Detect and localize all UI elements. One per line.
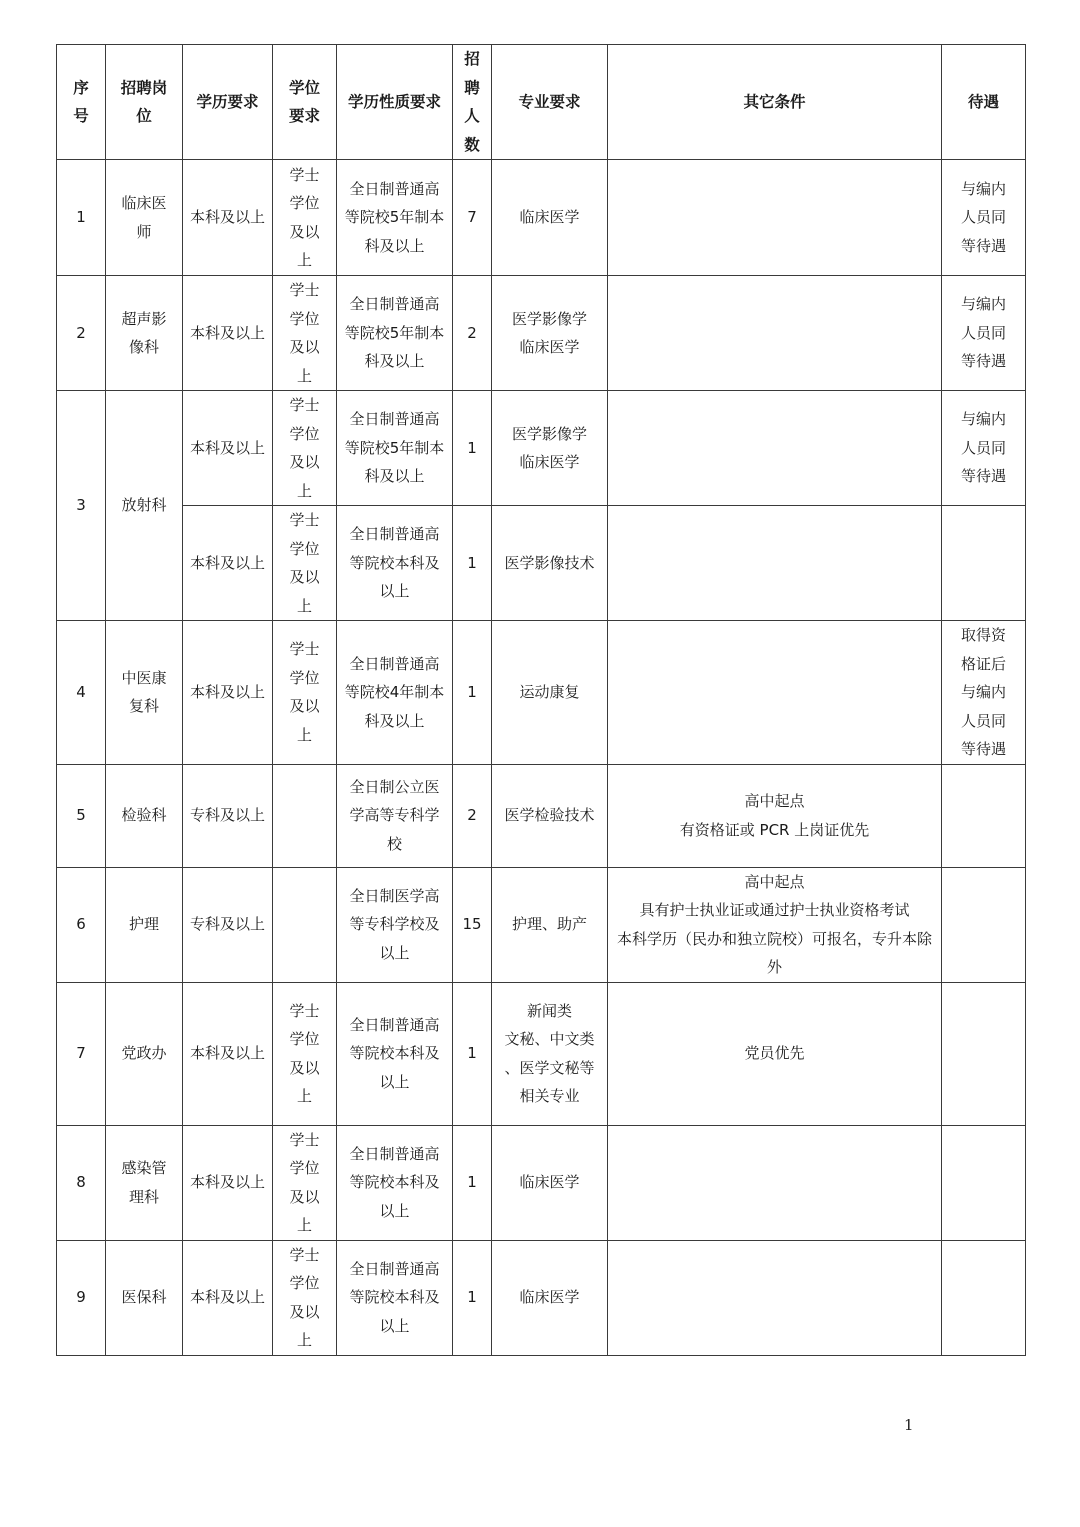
cell-degree: 学士学位及以上 <box>273 982 337 1125</box>
cell-treatment: 与编内人员同等待遇 <box>942 276 1026 391</box>
page-number: 1 <box>904 1416 914 1434</box>
table-header-row <box>57 45 1026 160</box>
cell-count: 2 <box>453 276 492 391</box>
cell-position: 放射科 <box>106 391 183 621</box>
cell-count: 15 <box>453 867 492 982</box>
cell-other <box>608 621 942 765</box>
cell-edu-nature: 全日制普通高等院校4年制本科及以上 <box>337 621 453 765</box>
cell-seq: 6 <box>57 867 106 982</box>
cell-edu-nature: 全日制公立医学高等专科学校 <box>337 764 453 867</box>
cell-other <box>608 160 942 276</box>
cell-edu-nature: 全日制普通高等院校本科及以上 <box>337 982 453 1125</box>
header-seq: 序号 <box>57 45 106 160</box>
cell-treatment <box>942 506 1026 621</box>
cell-position: 临床医师 <box>106 160 183 276</box>
cell-major: 医学检验技术 <box>492 764 608 867</box>
cell-treatment: 与编内人员同等待遇 <box>942 160 1026 276</box>
table-row <box>57 621 1026 765</box>
cell-seq: 4 <box>57 621 106 765</box>
cell-count: 1 <box>453 391 492 506</box>
cell-seq: 7 <box>57 982 106 1125</box>
cell-degree: 学士学位及以上 <box>273 1240 337 1355</box>
recruitment-table <box>56 44 1026 1356</box>
cell-degree: 学士学位及以上 <box>273 160 337 276</box>
header-edu-nature: 学历性质要求 <box>337 45 453 160</box>
cell-major: 医学影像技术 <box>492 506 608 621</box>
cell-seq: 1 <box>57 160 106 276</box>
cell-edu-nature: 全日制普通高等院校本科及以上 <box>337 1125 453 1240</box>
cell-education: 本科及以上 <box>183 982 273 1125</box>
header-major: 专业要求 <box>492 45 608 160</box>
cell-treatment <box>942 1125 1026 1240</box>
cell-education: 本科及以上 <box>183 1125 273 1240</box>
cell-seq: 5 <box>57 764 106 867</box>
cell-edu-nature: 全日制普通高等院校本科及以上 <box>337 506 453 621</box>
header-education: 学历要求 <box>183 45 273 160</box>
cell-education: 本科及以上 <box>183 621 273 765</box>
table-row <box>57 276 1026 391</box>
cell-other: 党员优先 <box>608 982 942 1125</box>
cell-count: 7 <box>453 160 492 276</box>
header-position: 招聘岗位 <box>106 45 183 160</box>
cell-other <box>608 276 942 391</box>
cell-other <box>608 1125 942 1240</box>
header-other: 其它条件 <box>608 45 942 160</box>
cell-count: 1 <box>453 1240 492 1355</box>
cell-count: 1 <box>453 621 492 765</box>
cell-treatment <box>942 982 1026 1125</box>
cell-count: 1 <box>453 982 492 1125</box>
cell-education: 专科及以上 <box>183 764 273 867</box>
cell-treatment <box>942 1240 1026 1355</box>
cell-education: 本科及以上 <box>183 391 273 506</box>
cell-position: 护理 <box>106 867 183 982</box>
cell-major: 临床医学 <box>492 1125 608 1240</box>
table-row <box>57 506 1026 621</box>
cell-edu-nature: 全日制医学高等专科学校及以上 <box>337 867 453 982</box>
cell-degree: 学士学位及以上 <box>273 276 337 391</box>
cell-degree: 学士学位及以上 <box>273 506 337 621</box>
cell-edu-nature: 全日制普通高等院校本科及以上 <box>337 1240 453 1355</box>
cell-education: 本科及以上 <box>183 160 273 276</box>
cell-degree <box>273 764 337 867</box>
cell-major: 临床医学 <box>492 160 608 276</box>
cell-seq: 9 <box>57 1240 106 1355</box>
cell-edu-nature: 全日制普通高等院校5年制本科及以上 <box>337 276 453 391</box>
cell-education: 专科及以上 <box>183 867 273 982</box>
header-treatment: 待遇 <box>942 45 1026 160</box>
cell-degree <box>273 867 337 982</box>
cell-treatment <box>942 867 1026 982</box>
cell-degree: 学士学位及以上 <box>273 621 337 765</box>
table-row <box>57 1240 1026 1355</box>
cell-position: 感染管理科 <box>106 1125 183 1240</box>
cell-treatment: 与编内人员同等待遇 <box>942 391 1026 506</box>
cell-major: 新闻类 文秘、中文类 、医学文秘等相关专业 <box>492 982 608 1125</box>
cell-degree: 学士学位及以上 <box>273 391 337 506</box>
cell-other <box>608 506 942 621</box>
header-degree: 学位要求 <box>273 45 337 160</box>
cell-count: 1 <box>453 1125 492 1240</box>
cell-position: 党政办 <box>106 982 183 1125</box>
cell-education: 本科及以上 <box>183 506 273 621</box>
cell-major: 医学影像学 临床医学 <box>492 276 608 391</box>
cell-seq: 8 <box>57 1125 106 1240</box>
cell-seq: 3 <box>57 391 106 621</box>
cell-major: 临床医学 <box>492 1240 608 1355</box>
table-row <box>57 867 1026 982</box>
cell-education: 本科及以上 <box>183 1240 273 1355</box>
cell-count: 1 <box>453 506 492 621</box>
cell-other <box>608 1240 942 1355</box>
cell-major: 运动康复 <box>492 621 608 765</box>
cell-degree: 学士学位及以上 <box>273 1125 337 1240</box>
header-count: 招聘人数 <box>453 45 492 160</box>
cell-position: 超声影像科 <box>106 276 183 391</box>
table-row <box>57 982 1026 1125</box>
cell-treatment: 取得资格证后与编内人员同等待遇 <box>942 621 1026 765</box>
cell-position: 中医康复科 <box>106 621 183 765</box>
table-row <box>57 391 1026 506</box>
cell-other <box>608 391 942 506</box>
cell-count: 2 <box>453 764 492 867</box>
cell-treatment <box>942 764 1026 867</box>
cell-position: 检验科 <box>106 764 183 867</box>
cell-other: 高中起点 具有护士执业证或通过护士执业资格考试 本科学历（民办和独立院校）可报名，专升本除外 <box>608 867 942 982</box>
cell-major: 医学影像学 临床医学 <box>492 391 608 506</box>
table-row <box>57 160 1026 276</box>
cell-other: 高中起点 有资格证或 PCR 上岗证优先 <box>608 764 942 867</box>
cell-edu-nature: 全日制普通高等院校5年制本科及以上 <box>337 391 453 506</box>
cell-edu-nature: 全日制普通高等院校5年制本科及以上 <box>337 160 453 276</box>
table-row <box>57 1125 1026 1240</box>
cell-seq: 2 <box>57 276 106 391</box>
cell-education: 本科及以上 <box>183 276 273 391</box>
cell-major: 护理、助产 <box>492 867 608 982</box>
table-row <box>57 764 1026 867</box>
cell-position: 医保科 <box>106 1240 183 1355</box>
